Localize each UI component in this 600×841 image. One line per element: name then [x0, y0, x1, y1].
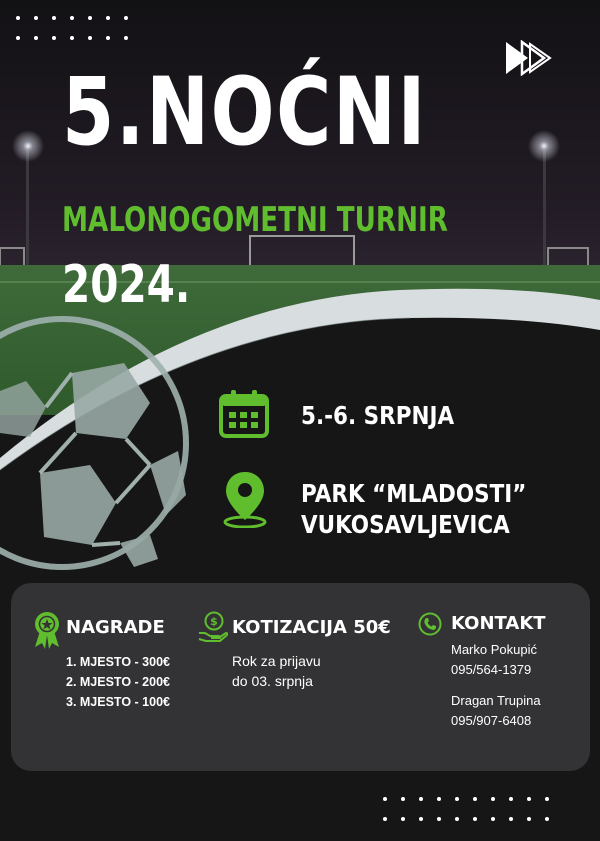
event-location-line2: VUKOSAVLJEVICA	[301, 510, 510, 539]
contact-phone[interactable]: 095/907-6408	[451, 713, 532, 728]
prizes-heading: NAGRADE	[66, 617, 165, 638]
registration-deadline-line2: do 03. srpnja	[232, 673, 313, 689]
decorative-dots-top	[16, 16, 128, 40]
award-ribbon-icon	[33, 611, 61, 649]
event-location-line1: PARK “MLADOSTI”	[301, 479, 527, 508]
contact-name: Marko Pokupić	[451, 642, 537, 657]
prize-list	[66, 652, 170, 712]
title-edition: 5.NOĆNI	[62, 58, 428, 167]
contact-name: Dragan Trupina	[451, 693, 541, 708]
prize-item: 1. MJESTO - 300€	[66, 655, 170, 669]
contact-phone[interactable]: 095/564-1379	[451, 662, 532, 677]
event-date: 5.-6. SRPNJA	[301, 401, 455, 430]
location-pin-icon	[222, 470, 268, 528]
registration-deadline-line1: Rok za prijavu	[232, 653, 321, 669]
prize-item: 2. MJESTO - 200€	[66, 675, 170, 689]
title-year: 2024.	[62, 255, 191, 315]
decorative-dots-bottom	[383, 797, 549, 821]
prize-item: 3. MJESTO - 100€	[66, 695, 170, 709]
forward-arrows-icon	[504, 40, 552, 76]
phone-icon	[418, 612, 442, 636]
title-tournament: MALONOGOMETNI TURNIR	[62, 200, 448, 240]
calendar-icon	[218, 388, 270, 440]
svg-text:$: $	[210, 615, 218, 628]
soccer-ball-icon	[0, 315, 200, 575]
money-hand-icon	[198, 611, 228, 643]
fee-heading: KOTIZACIJA 50€	[232, 617, 391, 638]
contact-heading: KONTAKT	[451, 613, 546, 634]
